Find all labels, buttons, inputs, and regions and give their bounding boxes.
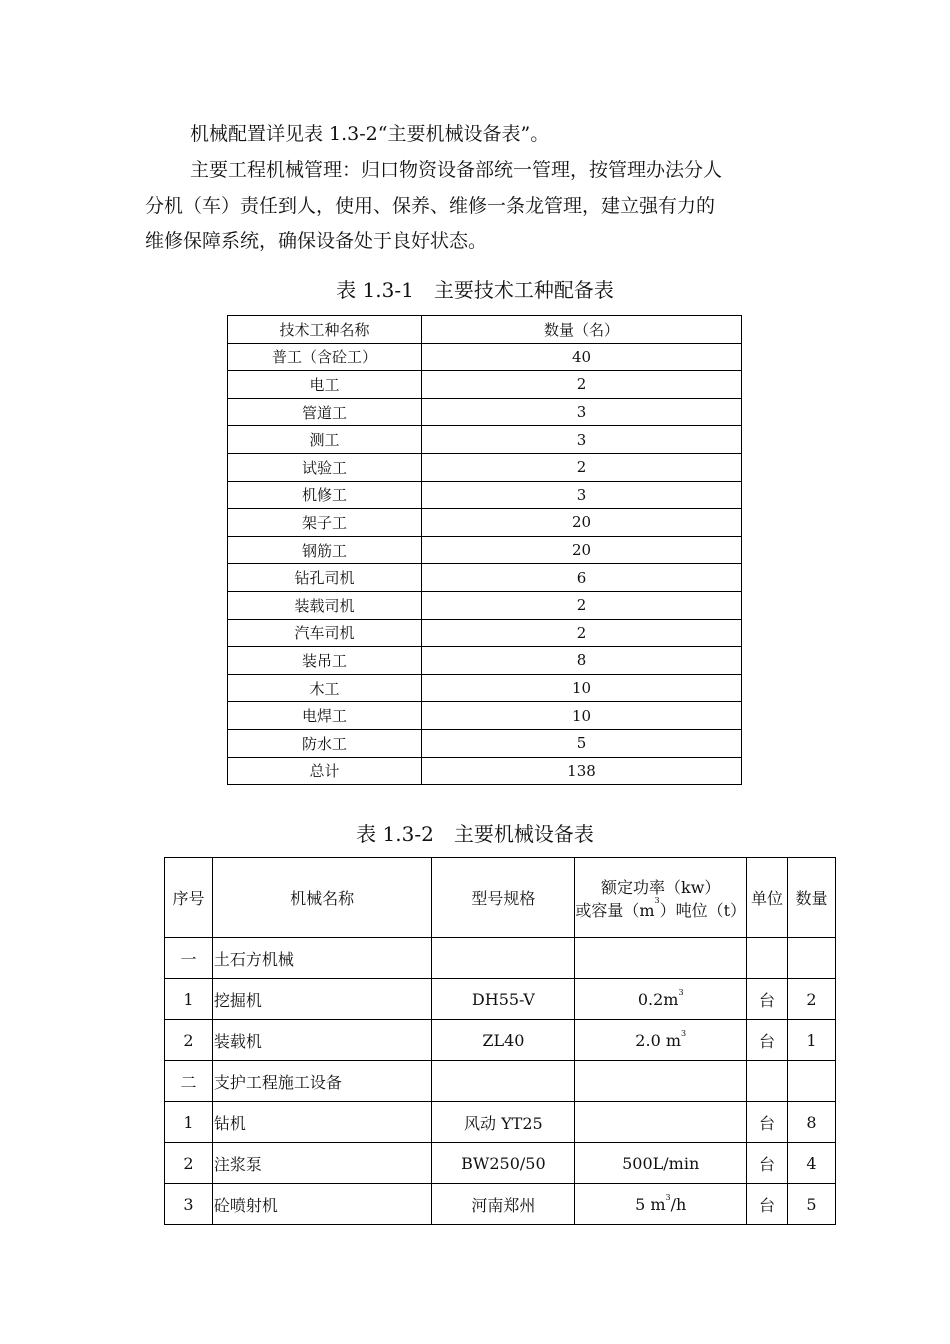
power-cell bbox=[575, 1102, 747, 1143]
table-row bbox=[228, 398, 742, 426]
power-cell bbox=[575, 1061, 747, 1102]
model-cell bbox=[432, 938, 575, 979]
unit-cell: 台 bbox=[747, 1102, 788, 1143]
row-number-cell: 二 bbox=[165, 1061, 213, 1102]
trade-name-cell: 电工 bbox=[228, 371, 422, 399]
power-cell bbox=[575, 1184, 747, 1225]
table-row bbox=[228, 647, 742, 675]
trade-count-cell: 2 bbox=[422, 619, 742, 647]
trade-name-cell: 钻孔司机 bbox=[228, 564, 422, 592]
table-row bbox=[228, 674, 742, 702]
trade-name-cell: 防水工 bbox=[228, 729, 422, 757]
trade-count-cell: 3 bbox=[422, 481, 742, 509]
paragraph-2-line-3: 维修保障系统，确保设备处于良好状态。 bbox=[145, 230, 488, 252]
column-header-power bbox=[575, 858, 747, 938]
model-cell: ZL40 bbox=[432, 1020, 575, 1061]
trade-count-cell: 2 bbox=[422, 371, 742, 399]
table-row bbox=[165, 938, 836, 979]
model-cell: DH55-V bbox=[432, 979, 575, 1020]
power-value: 500L/min bbox=[622, 1153, 700, 1173]
trade-count-cell: 5 bbox=[422, 729, 742, 757]
technical-trades-table bbox=[227, 315, 742, 785]
trade-name-cell: 试验工 bbox=[228, 453, 422, 481]
table-row bbox=[228, 564, 742, 592]
model-cell bbox=[432, 1061, 575, 1102]
row-number-cell: 2 bbox=[165, 1020, 213, 1061]
trade-count-cell: 20 bbox=[422, 509, 742, 537]
power-header-line-2 bbox=[575, 895, 747, 921]
machine-name-cell: 支护工程施工设备 bbox=[212, 1061, 432, 1102]
trade-name-cell: 机修工 bbox=[228, 481, 422, 509]
trade-name-cell: 木工 bbox=[228, 674, 422, 702]
power-superscript: 3 bbox=[665, 1192, 671, 1202]
unit-cell: 台 bbox=[747, 979, 788, 1020]
paragraph-2-line-1: 主要工程机械管理：归口物资设备部统一管理，按管理办法分人 bbox=[190, 159, 723, 181]
machine-name-cell: 装载机 bbox=[212, 1020, 432, 1061]
column-header-qty: 数量 bbox=[788, 858, 836, 938]
unit-cell bbox=[747, 938, 788, 979]
unit-cell bbox=[747, 1061, 788, 1102]
trade-count-cell: 6 bbox=[422, 564, 742, 592]
column-header-count: 数量（名） bbox=[422, 316, 742, 344]
unit-cell: 台 bbox=[747, 1020, 788, 1061]
machine-name-cell: 挖掘机 bbox=[212, 979, 432, 1020]
column-header-trade: 技术工种名称 bbox=[228, 316, 422, 344]
trade-count-cell: 138 bbox=[422, 757, 742, 785]
model-cell: BW250/50 bbox=[432, 1143, 575, 1184]
table-row bbox=[228, 702, 742, 730]
quantity-cell bbox=[788, 938, 836, 979]
paragraph-2-line-2: 分机（车）责任到人，使用、保养、维修一条龙管理，建立强有力的 bbox=[145, 195, 716, 217]
machine-name-cell: 注浆泵 bbox=[212, 1143, 432, 1184]
trade-count-cell: 20 bbox=[422, 536, 742, 564]
table2-caption: 表 1.3-2 主要机械设备表 bbox=[356, 822, 594, 846]
table-row bbox=[228, 426, 742, 454]
quantity-cell: 4 bbox=[788, 1143, 836, 1184]
table-header-row bbox=[165, 858, 836, 938]
trade-name-cell: 管道工 bbox=[228, 398, 422, 426]
trade-name-cell: 装吊工 bbox=[228, 647, 422, 675]
table-row bbox=[165, 1061, 836, 1102]
row-number-cell: 1 bbox=[165, 1102, 213, 1143]
trade-name-cell: 电焊工 bbox=[228, 702, 422, 730]
table-row bbox=[228, 536, 742, 564]
column-header-model: 型号规格 bbox=[432, 858, 575, 938]
power-header-line-1: 额定功率（kw） bbox=[601, 877, 721, 897]
table-row bbox=[165, 1102, 836, 1143]
power-value: 2.0 m bbox=[635, 1030, 681, 1050]
column-header-no: 序号 bbox=[165, 858, 213, 938]
row-number-cell: 2 bbox=[165, 1143, 213, 1184]
quantity-cell: 1 bbox=[788, 1020, 836, 1061]
trade-count-cell: 8 bbox=[422, 647, 742, 675]
table-row bbox=[165, 979, 836, 1020]
power-value: 0.2m bbox=[637, 989, 679, 1009]
power-cell bbox=[575, 1143, 747, 1184]
machine-name-cell: 砼喷射机 bbox=[212, 1184, 432, 1225]
model-cell: 风动 YT25 bbox=[432, 1102, 575, 1143]
table-row bbox=[228, 481, 742, 509]
trade-name-cell: 测工 bbox=[228, 426, 422, 454]
power-header-text-2: ）吨位（t） bbox=[659, 900, 747, 920]
quantity-cell: 8 bbox=[788, 1102, 836, 1143]
unit-cell: 台 bbox=[747, 1184, 788, 1225]
trade-name-cell: 普工（含砼工） bbox=[228, 343, 422, 371]
power-header-text: 或容量（m bbox=[575, 900, 655, 920]
table-row bbox=[165, 1143, 836, 1184]
machine-name-cell: 钻机 bbox=[212, 1102, 432, 1143]
table-row bbox=[228, 591, 742, 619]
trade-name-cell: 钢筋工 bbox=[228, 536, 422, 564]
table-row bbox=[228, 729, 742, 757]
table1-caption: 表 1.3-1 主要技术工种配备表 bbox=[336, 278, 614, 302]
trade-count-cell: 10 bbox=[422, 674, 742, 702]
power-superscript: 3 bbox=[681, 1028, 687, 1038]
machinery-table bbox=[164, 857, 836, 1225]
table-row bbox=[165, 1184, 836, 1225]
trade-name-cell: 总计 bbox=[228, 757, 422, 785]
trade-name-cell: 汽车司机 bbox=[228, 619, 422, 647]
trade-name-cell: 架子工 bbox=[228, 509, 422, 537]
table-row bbox=[228, 619, 742, 647]
trade-count-cell: 3 bbox=[422, 426, 742, 454]
power-cell bbox=[575, 938, 747, 979]
row-number-cell: 一 bbox=[165, 938, 213, 979]
power-header-sup: 3 bbox=[654, 895, 660, 905]
table-row bbox=[228, 757, 742, 785]
power-value: 5 m bbox=[635, 1194, 666, 1214]
power-cell bbox=[575, 1020, 747, 1061]
machine-name-cell: 土石方机械 bbox=[212, 938, 432, 979]
table-row bbox=[228, 343, 742, 371]
trade-name-cell: 装载司机 bbox=[228, 591, 422, 619]
table-row bbox=[228, 509, 742, 537]
paragraph-1: 机械配置详见表 1.3-2“主要机械设备表”。 bbox=[190, 123, 550, 145]
model-cell: 河南郑州 bbox=[432, 1184, 575, 1225]
quantity-cell: 5 bbox=[788, 1184, 836, 1225]
row-number-cell: 3 bbox=[165, 1184, 213, 1225]
trade-count-cell: 2 bbox=[422, 591, 742, 619]
table-header-row bbox=[228, 316, 742, 344]
row-number-cell: 1 bbox=[165, 979, 213, 1020]
table-row bbox=[228, 371, 742, 399]
trade-count-cell: 2 bbox=[422, 453, 742, 481]
power-superscript: 3 bbox=[678, 987, 684, 997]
column-header-name: 机械名称 bbox=[212, 858, 432, 938]
unit-cell: 台 bbox=[747, 1143, 788, 1184]
trade-count-cell: 40 bbox=[422, 343, 742, 371]
column-header-unit: 单位 bbox=[747, 858, 788, 938]
trade-count-cell: 3 bbox=[422, 398, 742, 426]
power-cell bbox=[575, 979, 747, 1020]
power-suffix: /h bbox=[670, 1194, 687, 1214]
table-row bbox=[228, 453, 742, 481]
table-row bbox=[165, 1020, 836, 1061]
quantity-cell bbox=[788, 1061, 836, 1102]
quantity-cell: 2 bbox=[788, 979, 836, 1020]
trade-count-cell: 10 bbox=[422, 702, 742, 730]
